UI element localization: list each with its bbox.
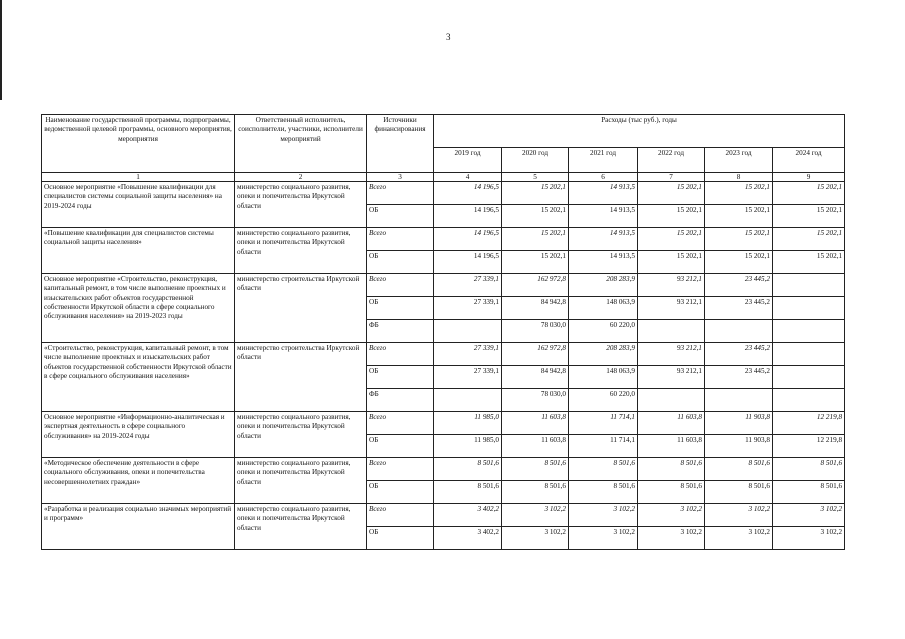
amount-cell: 208 283,9	[569, 343, 638, 366]
funding-source: Всего	[367, 228, 434, 251]
header-responsible: Ответственный исполнитель, соисполнители, участники, исполнители мероприятий	[235, 115, 367, 173]
responsible-executor: министерство социального развития, опеки и попечительства Иркутской области	[235, 228, 367, 274]
amount-cell: 27 339,1	[434, 297, 502, 320]
responsible-executor: министерство социального развития, опеки и попечительства Иркутской области	[235, 412, 367, 458]
table-row	[42, 182, 845, 205]
measure-name: Основное мероприятие «Повышение квалификации для специалистов системы социальной защиты населения» на 2019-2024 годы	[42, 182, 235, 228]
column-number: 5	[502, 173, 569, 182]
budget-table	[41, 114, 845, 550]
amount-cell: 93 212,1	[638, 366, 705, 389]
amount-cell: 148 063,9	[569, 297, 638, 320]
amount-cell: 23 445,2	[705, 297, 773, 320]
amount-cell: 208 283,9	[569, 274, 638, 297]
amount-cell: 14 196,5	[434, 205, 502, 228]
amount-cell: 84 942,8	[502, 297, 569, 320]
table-row	[42, 504, 845, 527]
amount-cell: 162 972,8	[502, 343, 569, 366]
measure-name: «Разработка и реализация социально значимых мероприятий и программ»	[42, 504, 235, 550]
column-number: 2	[235, 173, 367, 182]
amount-cell: 11 985,0	[434, 435, 502, 458]
amount-cell: 11 985,0	[434, 412, 502, 435]
amount-cell: 15 202,1	[705, 251, 773, 274]
amount-cell: 11 903,8	[705, 412, 773, 435]
responsible-executor: министерство социального развития, опеки и попечительства Иркутской области	[235, 458, 367, 504]
amount-cell: 15 202,1	[773, 251, 845, 274]
header-sources: Источники финансирования	[367, 115, 434, 173]
funding-source: ОБ	[367, 366, 434, 389]
amount-cell	[434, 389, 502, 412]
amount-cell: 14 196,5	[434, 251, 502, 274]
amount-cell: 3 102,2	[705, 504, 773, 527]
funding-source: ОБ	[367, 205, 434, 228]
amount-cell	[705, 389, 773, 412]
amount-cell: 27 339,1	[434, 366, 502, 389]
amount-cell: 14 913,5	[569, 228, 638, 251]
funding-source: Всего	[367, 343, 434, 366]
amount-cell: 8 501,6	[773, 458, 845, 481]
amount-cell	[773, 320, 845, 343]
responsible-executor: министерство социального развития, опеки и попечительства Иркутской области	[235, 182, 367, 228]
column-number: 1	[42, 173, 235, 182]
funding-source: Всего	[367, 182, 434, 205]
funding-source: ОБ	[367, 297, 434, 320]
amount-cell: 148 063,9	[569, 366, 638, 389]
amount-cell: 15 202,1	[705, 182, 773, 205]
amount-cell	[434, 320, 502, 343]
amount-cell: 3 102,2	[569, 527, 638, 550]
table-row	[42, 412, 845, 435]
amount-cell: 15 202,1	[638, 251, 705, 274]
amount-cell: 78 030,0	[502, 320, 569, 343]
funding-source: ОБ	[367, 435, 434, 458]
amount-cell: 11 603,8	[502, 412, 569, 435]
amount-cell: 60 220,0	[569, 389, 638, 412]
amount-cell	[638, 320, 705, 343]
amount-cell: 3 102,2	[502, 527, 569, 550]
column-number: 7	[638, 173, 705, 182]
header-year: 2020 год	[502, 148, 569, 173]
funding-source: Всего	[367, 504, 434, 527]
amount-cell: 3 102,2	[773, 504, 845, 527]
funding-source: ФБ	[367, 320, 434, 343]
table-row	[42, 343, 845, 366]
amount-cell: 15 202,1	[638, 182, 705, 205]
amount-cell: 15 202,1	[638, 228, 705, 251]
header-year: 2019 год	[434, 148, 502, 173]
amount-cell	[773, 389, 845, 412]
amount-cell: 8 501,6	[569, 458, 638, 481]
funding-source: ФБ	[367, 389, 434, 412]
column-number: 4	[434, 173, 502, 182]
amount-cell: 8 501,6	[638, 481, 705, 504]
amount-cell: 14 196,5	[434, 228, 502, 251]
funding-source: ОБ	[367, 481, 434, 504]
header-year: 2022 год	[638, 148, 705, 173]
table-row	[42, 458, 845, 481]
amount-cell: 3 102,2	[502, 504, 569, 527]
measure-name: «Методическое обеспечение деятельности в сфере социального обслуживания, опеки и попечительства несовершеннолетних граждан»	[42, 458, 235, 504]
amount-cell: 27 339,1	[434, 274, 502, 297]
amount-cell: 12 219,8	[773, 412, 845, 435]
measure-name: «Повышение квалификации для специалистов системы социальной защиты населения»	[42, 228, 235, 274]
amount-cell: 11 714,1	[569, 435, 638, 458]
amount-cell: 27 339,1	[434, 343, 502, 366]
amount-cell: 15 202,1	[502, 182, 569, 205]
measure-name: Основное мероприятие «Строительство, реконструкция, капитальный ремонт, в том числе выполнение проектных и изыскательских работ объектов государственной собственности Иркутской области в сфере социального обслуживания населения» на 2019-2023 годы	[42, 274, 235, 343]
amount-cell: 23 445,2	[705, 343, 773, 366]
amount-cell: 8 501,6	[773, 481, 845, 504]
amount-cell: 15 202,1	[638, 205, 705, 228]
column-number: 6	[569, 173, 638, 182]
amount-cell: 8 501,6	[434, 481, 502, 504]
amount-cell	[773, 274, 845, 297]
page-number: 3	[446, 32, 451, 42]
header-year: 2021 год	[569, 148, 638, 173]
funding-source: ОБ	[367, 251, 434, 274]
amount-cell: 15 202,1	[502, 228, 569, 251]
amount-cell: 93 212,1	[638, 297, 705, 320]
amount-cell: 14 913,5	[569, 205, 638, 228]
amount-cell: 3 102,2	[638, 504, 705, 527]
amount-cell	[773, 297, 845, 320]
table-body	[42, 182, 845, 550]
funding-source: Всего	[367, 412, 434, 435]
amount-cell: 15 202,1	[502, 205, 569, 228]
amount-cell: 3 402,2	[434, 504, 502, 527]
amount-cell: 8 501,6	[502, 481, 569, 504]
column-number: 8	[705, 173, 773, 182]
amount-cell: 23 445,2	[705, 274, 773, 297]
amount-cell: 15 202,1	[502, 251, 569, 274]
amount-cell: 162 972,8	[502, 274, 569, 297]
amount-cell: 15 202,1	[773, 182, 845, 205]
funding-source: Всего	[367, 458, 434, 481]
header-year: 2024 год	[773, 148, 845, 173]
header-year: 2023 год	[705, 148, 773, 173]
funding-source: ОБ	[367, 527, 434, 550]
amount-cell: 3 102,2	[773, 527, 845, 550]
amount-cell	[638, 389, 705, 412]
amount-cell	[773, 366, 845, 389]
column-number: 9	[773, 173, 845, 182]
amount-cell: 3 102,2	[705, 527, 773, 550]
header-name: Наименование государственной программы, подпрограммы, ведомственной целевой программы, основного мероприятия, мероприятия	[42, 115, 235, 173]
amount-cell: 23 445,2	[705, 366, 773, 389]
amount-cell: 93 212,1	[638, 343, 705, 366]
table-row	[42, 228, 845, 251]
scan-edge-line	[0, 0, 2, 100]
amount-cell: 14 913,5	[569, 182, 638, 205]
amount-cell: 11 603,8	[638, 435, 705, 458]
amount-cell: 78 030,0	[502, 389, 569, 412]
funding-source: Всего	[367, 274, 434, 297]
amount-cell: 11 603,8	[502, 435, 569, 458]
responsible-executor: министерство строительства Иркутской области	[235, 343, 367, 412]
amount-cell: 8 501,6	[502, 458, 569, 481]
table-row	[42, 274, 845, 297]
amount-cell	[773, 343, 845, 366]
amount-cell: 8 501,6	[569, 481, 638, 504]
amount-cell: 8 501,6	[434, 458, 502, 481]
amount-cell: 15 202,1	[705, 228, 773, 251]
amount-cell: 11 714,1	[569, 412, 638, 435]
amount-cell: 15 202,1	[705, 205, 773, 228]
header-expenses: Расходы (тыс руб.), годы	[434, 115, 845, 148]
amount-cell: 3 402,2	[434, 527, 502, 550]
measure-name: «Строительство, реконструкция, капитальный ремонт, в том числе выполнение проектных и изыскательских работ объектов государственной собственности Иркутской области в сфере социального обслуживания населения»	[42, 343, 235, 412]
amount-cell: 3 102,2	[638, 527, 705, 550]
amount-cell: 14 913,5	[569, 251, 638, 274]
amount-cell: 93 212,1	[638, 274, 705, 297]
responsible-executor: министерство социального развития, опеки и попечительства Иркутской области	[235, 504, 367, 550]
amount-cell: 15 202,1	[773, 205, 845, 228]
amount-cell: 8 501,6	[705, 481, 773, 504]
amount-cell: 60 220,0	[569, 320, 638, 343]
amount-cell: 8 501,6	[705, 458, 773, 481]
amount-cell: 14 196,5	[434, 182, 502, 205]
amount-cell: 12 219,8	[773, 435, 845, 458]
amount-cell	[705, 320, 773, 343]
amount-cell: 8 501,6	[638, 458, 705, 481]
amount-cell: 3 102,2	[569, 504, 638, 527]
column-number: 3	[367, 173, 434, 182]
amount-cell: 84 942,8	[502, 366, 569, 389]
responsible-executor: министерство строительства Иркутской области	[235, 274, 367, 343]
measure-name: Основное мероприятие «Информационно-аналитическая и экспертная деятельность в сфере социального обслуживания» на 2019-2024 годы	[42, 412, 235, 458]
amount-cell: 11 903,8	[705, 435, 773, 458]
amount-cell: 11 603,8	[638, 412, 705, 435]
amount-cell: 15 202,1	[773, 228, 845, 251]
